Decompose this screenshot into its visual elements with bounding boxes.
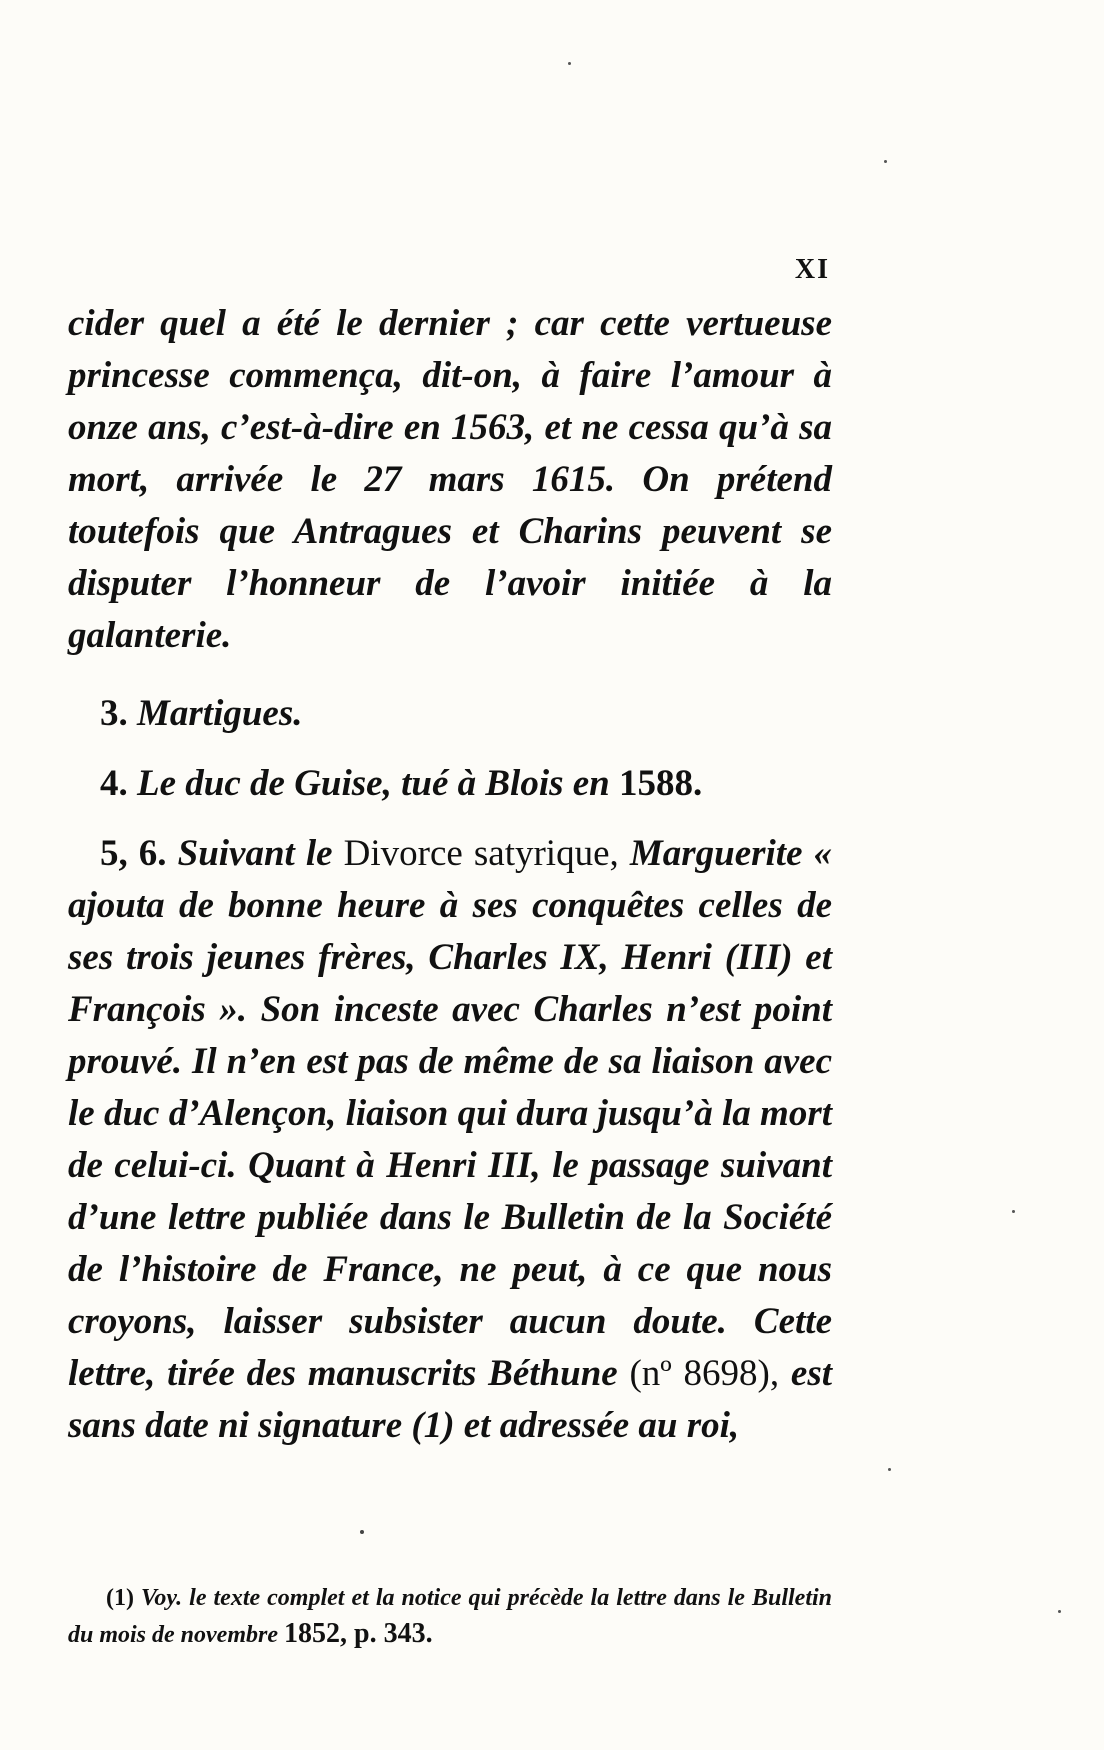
note-text: Le duc de Guise, tué à Blois en: [137, 763, 610, 804]
paper-speck: [568, 62, 571, 65]
note-lead: Suivant le: [177, 833, 333, 874]
footnote-separator-dot: [360, 1530, 364, 1534]
note-text: Martigues.: [137, 693, 303, 734]
note-text-end: est sans date ni signature (1) et adressée au roi,: [68, 1353, 833, 1446]
note-item-5-6: [68, 828, 832, 1452]
note-item-4: [68, 758, 832, 810]
note-item-3: [68, 688, 832, 740]
note-text: Marguerite « ajouta de bonne heure à ses conquêtes celles de ses trois jeunes frères, Charles IX, Henri (III) et François ». Son inceste avec Charles n’est point prouvé. Il n’en est pas de même de sa liaison avec le duc d’Alençon, liaison qui dura jusqu’à la mort de celui-ci. Quant à Henri III, le passage suivant d’une lettre publiée dans le Bulletin de la Société de l’histoire de France, ne peut, à ce que nous croyons, laisser subsister aucun doute. Cette lettre, tirée des manuscrits Béthune: [68, 833, 833, 1394]
note-number: 4.: [100, 763, 128, 804]
footnote-text: Voy. le texte complet et la notice qui précède la lettre dans le Bulletin du mois de novembre: [68, 1585, 833, 1648]
note-number: 3.: [100, 693, 128, 734]
paper-speck: [1012, 1210, 1015, 1213]
paper-speck: [884, 160, 887, 163]
paper-speck: [888, 1468, 891, 1471]
paper-speck: [1058, 1610, 1061, 1613]
footnote-reference: 1852, p. 343.: [284, 1618, 433, 1649]
note-year: 1588.: [619, 763, 703, 804]
paragraph-continuation: cider quel a été le dernier ; car cette vertueuse princesse commença, dit-on, à faire l’amour à onze ans, c’est-à-dire en 1563, et ne cessa qu’à sa mort, arrivée le 27 mars 1615. On prétend toutefois que Antragues et Charins peuvent se disputer l’honneur de l’avoir initiée à la galanterie.: [68, 303, 832, 656]
book-title: Divorce satyrique,: [343, 833, 619, 874]
footnote: [68, 1580, 832, 1653]
main-text: [68, 298, 832, 1452]
note-number: 5, 6.: [100, 833, 167, 874]
manuscript-reference: (nº 8698),: [629, 1353, 780, 1394]
footnote-marker: (1): [106, 1585, 134, 1611]
page-number: XI: [794, 254, 830, 285]
